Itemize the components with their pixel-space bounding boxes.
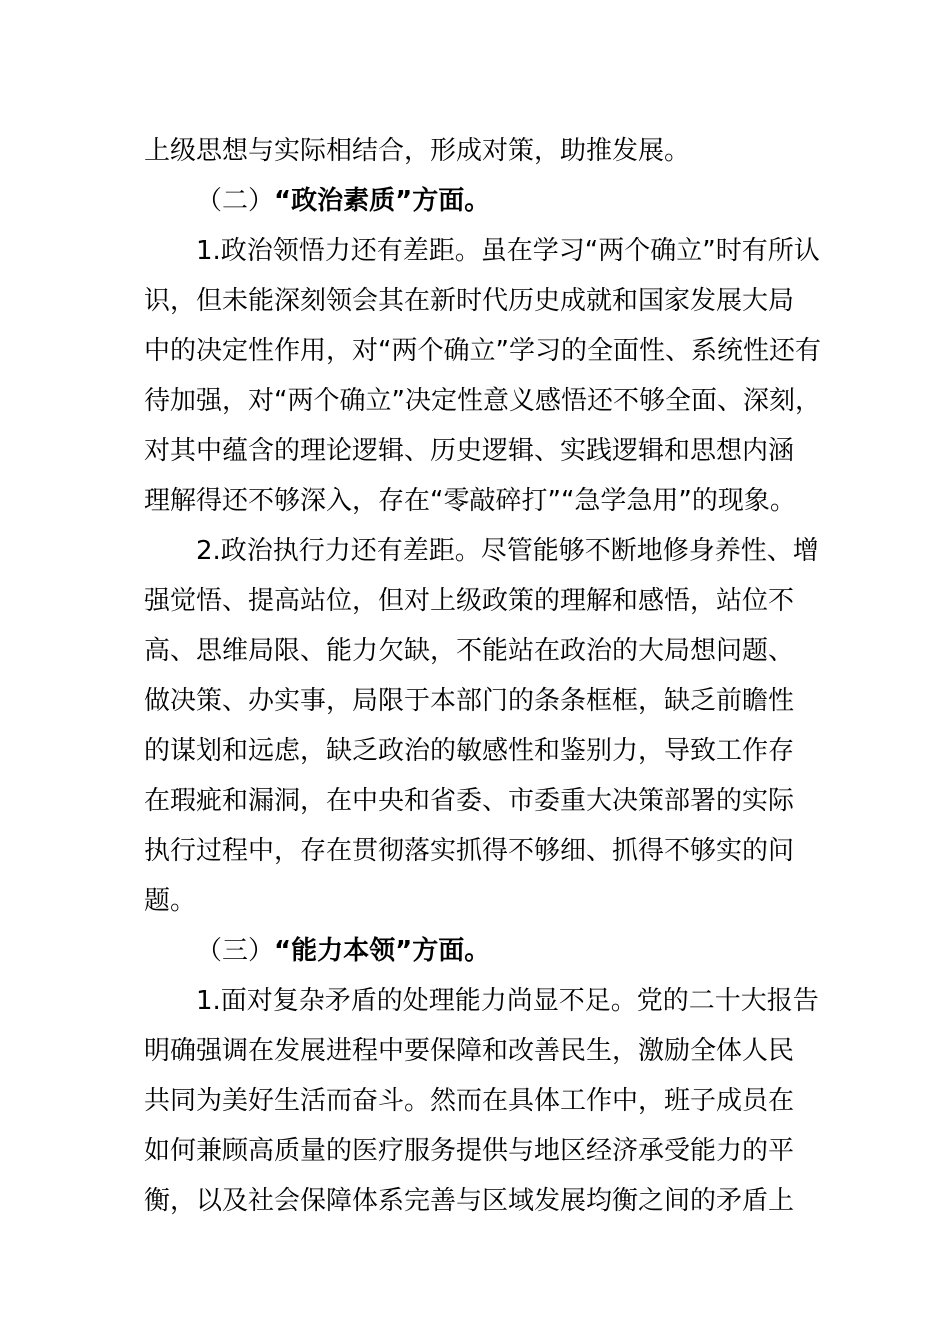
text-line: 在瑕疵和漏洞，在中央和省委、市委重大决策部署的实际 [144, 786, 795, 816]
text-line: 强觉悟、提高站位，但对上级政策的理解和感悟，站位不 [144, 586, 795, 616]
text-line: 理解得还不够深入，存在“零敲碎打”“急学急用”的现象。 [144, 486, 796, 516]
text-line: 做决策、办实事，局限于本部门的条条框框，缺乏前瞻性 [144, 686, 795, 716]
section-number: （三） [196, 936, 275, 966]
section-title: “能力本领”方面。 [274, 936, 491, 966]
text-line: 上级思想与实际相结合，形成对策，助推发展。 [144, 136, 691, 166]
section-number: （二） [196, 186, 275, 216]
section-heading [144, 926, 844, 976]
text-line: 如何兼顾高质量的医疗服务提供与地区经济承受能力的平 [144, 1136, 795, 1166]
text-line: 的谋划和远虑，缺乏政治的敏感性和鉴别力，导致工作存 [144, 736, 795, 766]
text-line: 衡，以及社会保障体系完善与区域发展均衡之间的矛盾上 [144, 1186, 795, 1216]
text-line: 明确强调在发展进程中要保障和改善民生，激励全体人民 [144, 1036, 795, 1066]
section-title: “政治素质”方面。 [274, 186, 491, 216]
text-line: 共同为美好生活而奋斗。然而在具体工作中，班子成员在 [144, 1086, 795, 1116]
document-body [144, 126, 844, 1226]
text-line: 对其中蕴含的理论逻辑、历史逻辑、实践逻辑和思想内涵 [144, 436, 795, 466]
text-line: 中的决定性作用，对“两个确立”学习的全面性、系统性还有 [144, 336, 821, 366]
text-line: 待加强，对“两个确立”决定性意义感悟还不够全面、深刻， [144, 386, 821, 416]
text-line: 执行过程中，存在贯彻落实抓得不够细、抓得不够实的问 [144, 836, 795, 866]
text-line: 题。 [144, 886, 197, 916]
paragraph-first-line: 1.面对复杂矛盾的处理能力尚显不足。党的二十大报告 [196, 986, 819, 1016]
text-line: 识，但未能深刻领会其在新时代历史成就和国家发展大局 [144, 286, 795, 316]
text-line: 高、思维局限、能力欠缺，不能站在政治的大局想问题、 [144, 636, 795, 666]
section-heading [144, 176, 844, 226]
paragraph-first-line: 1.政治领悟力还有差距。虽在学习“两个确立”时有所认 [196, 236, 820, 266]
paragraph-first-line: 2.政治执行力还有差距。尽管能够不断地修身养性、增 [196, 536, 819, 566]
